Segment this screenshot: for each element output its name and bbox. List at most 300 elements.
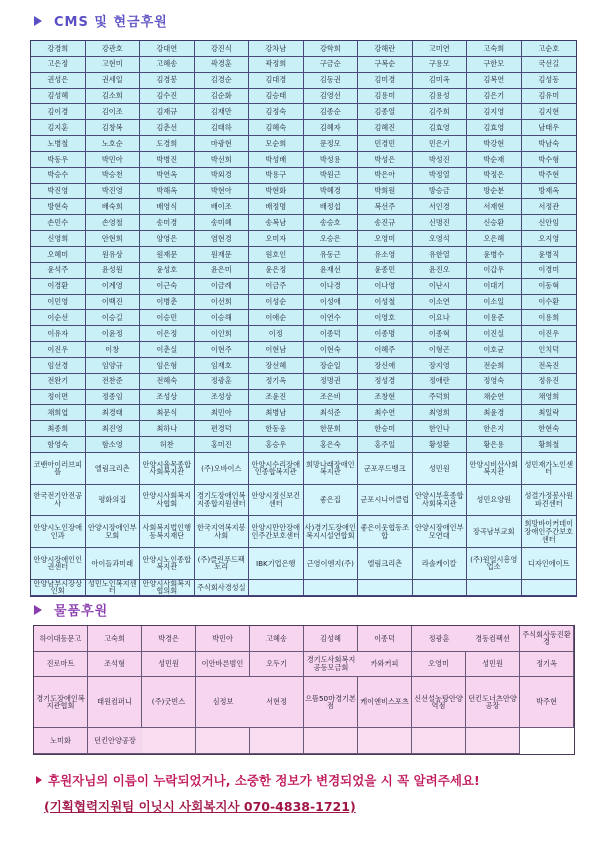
donor-name-cell: 이민영 [31,295,86,311]
donor-name-cell: 정기옥 [249,374,304,390]
donor-name-cell: 한문희 [304,421,359,437]
donor-name-cell: 이경미 [522,263,577,279]
donor-name-cell: 곽경훈 [195,57,250,73]
goods-donor-cell: 이종덕 [358,626,412,652]
donor-name-cell: 정영숙 [467,374,522,390]
donor-name-cell: 고은정 [31,57,86,73]
donor-org-cell: 주식회사경성실 [195,580,250,596]
goods-donor-cell: 정기옥 [520,652,574,678]
donor-name-cell: 송복남 [249,215,304,231]
goods-donor-cell: 이안바른범인 [196,652,250,678]
donor-name-cell: 윤은정 [249,263,304,279]
donor-name-cell: 김지훈 [31,120,86,136]
donor-name-cell: 구한모 [467,57,522,73]
donor-name-cell: 최경태 [86,405,141,421]
donor-name-cell: 도경희 [140,136,195,152]
donor-name-cell: 박혜경 [304,184,359,200]
donor-name-cell: 이순선 [31,310,86,326]
donor-name-cell: 장선혜 [249,358,304,374]
donor-name-cell: 정성경 [358,374,413,390]
donor-name-cell: 이경환 [31,279,86,295]
donor-name-cell: 오혜미 [31,247,86,263]
donor-name-cell: 최진영 [86,421,141,437]
donor-name-cell: 이현주 [195,342,250,358]
donor-org-cell: 안양시사회복지협의회 [140,580,195,596]
empty-cell [467,580,522,596]
donor-name-cell: 박용구 [249,168,304,184]
donor-org-cell: 희망바이커데이장애인주간보호센터 [522,516,577,548]
donor-name-cell: 권성은 [31,73,86,89]
donor-org-cell: 안양시노인장애인과 [31,516,86,548]
donor-name-cell: 손영철 [86,215,141,231]
donor-name-cell: 정명권 [304,374,359,390]
donor-name-cell: 배영식 [140,199,195,215]
goods-donor-cell: 성민원 [466,652,520,678]
donor-org-cell: 한국지역복지봉사회 [195,516,250,548]
donor-name-cell: 김주희 [413,104,468,120]
donor-name-cell: 박병진 [140,152,195,168]
donor-name-cell: 이종덕 [304,326,359,342]
contact-text: (기획협력지원팀 이닛시 사회복지사 070-4838-1721) [44,799,356,814]
empty-cell [358,580,413,596]
donor-name-cell: 김이경 [31,104,86,120]
donor-name-cell: 한은지 [467,421,522,437]
goods-donor-cell: 경동컴팩션 [466,626,520,652]
donor-name-cell: 박현화 [249,184,304,200]
donor-name-cell: 마광현 [195,136,250,152]
donor-name-cell: 임양규 [86,358,141,374]
donor-name-cell: 이나영 [358,279,413,295]
donor-org-cell: (주)원일시흥영업소 [467,548,522,580]
donor-org-cell: 성결가정봉사원파견센터 [522,485,577,517]
donor-name-cell: 이현남 [249,342,304,358]
goods-donor-cell: 박주현 [520,677,574,728]
goods-donor-cell: 정광훈 [412,626,466,652]
donor-name-cell: 정광훈 [195,374,250,390]
goods-donor-cell: 주식회사동진환경 [520,626,574,652]
donor-name-cell: 이인희 [195,326,250,342]
donor-org-cell: 사)경기도장애인복지시설연합회 [304,516,359,548]
donor-name-cell: 이병춘 [140,295,195,311]
donor-name-cell: 오미자 [249,231,304,247]
donor-name-cell: 황희철 [522,437,577,453]
donor-name-cell: 정유진 [522,374,577,390]
donor-name-cell: 이금주 [249,279,304,295]
donor-org-cell: 코밴아이러브피플 [31,453,86,485]
donor-org-cell: 아이들과미래 [86,548,141,580]
donor-name-cell: 김재만 [195,104,250,120]
donor-name-cell: 김복연 [467,73,522,89]
donor-name-cell: 노호순 [86,136,141,152]
donor-name-cell: 이종명 [358,326,413,342]
empty-cell [522,580,577,596]
donor-name-cell: 최민아 [195,405,250,421]
donor-name-cell: 이승길 [86,310,141,326]
donor-name-cell: 채영희 [522,390,577,406]
donor-name-cell: 신명진 [413,215,468,231]
donor-name-cell: 윤은미 [195,263,250,279]
donor-name-cell: 모순희 [249,136,304,152]
donor-name-cell: 송승호 [304,215,359,231]
donor-org-cell: 안양시수리장애인종합복지관 [249,453,304,485]
donor-name-cell: 임재호 [195,358,250,374]
donor-name-cell: 이애순 [249,310,304,326]
donor-org-cell: 군포푸드뱅크 [358,453,413,485]
donor-name-cell: 박수형 [522,152,577,168]
goods-donor-cell: 카와커피 [358,652,412,678]
donor-name-cell: 김춘선 [140,120,195,136]
donor-name-cell: 김효영 [413,120,468,136]
goods-donor-cell: 서현정 [250,677,304,728]
donor-name-cell: 김정숙 [249,104,304,120]
donor-org-cell: IBK기업은행 [249,548,304,580]
donor-name-cell: 홍주일 [358,437,413,453]
donor-name-cell: 김동권 [304,73,359,89]
donor-name-cell: 장순일 [304,358,359,374]
donor-name-cell: 김미옥 [413,73,468,89]
donor-name-cell: 채순연 [467,390,522,406]
donor-name-cell: 손민수 [31,215,86,231]
donor-name-cell: 곽정희 [249,57,304,73]
donor-name-cell: 이연수 [304,310,359,326]
donor-name-cell: 배이조 [195,199,250,215]
donor-name-cell: 이용희 [522,310,577,326]
donor-name-cell: 송미경 [140,215,195,231]
donor-org-cell: 안양시장애인부모회 [86,516,141,548]
donor-name-cell: 김경순 [195,73,250,89]
donor-name-cell: 염현경 [195,231,250,247]
donor-org-cell: 안양시노인종합복지관 [140,548,195,580]
donor-name-cell: 방순분 [467,184,522,200]
donor-name-cell: 정종임 [86,390,141,406]
donor-name-cell: 고현미 [86,57,141,73]
donor-name-cell: 오영석 [413,231,468,247]
donor-name-cell: 이윤정 [86,326,141,342]
donor-name-cell: 방재옥 [522,184,577,200]
donor-name-cell: 박정은 [467,168,522,184]
donor-name-cell: 김지영 [467,104,522,120]
empty-cell [412,728,466,754]
donor-name-cell: 강관호 [86,41,141,57]
donor-name-cell: 이성애 [304,295,359,311]
donor-name-cell: 이호균 [467,342,522,358]
donor-name-cell: 김영선 [304,89,359,105]
donor-name-cell: 최석준 [304,405,359,421]
empty-cell [250,728,304,754]
donor-org-cell: 안양시정신보건센터 [249,485,304,517]
donor-name-cell: 오은혜 [467,231,522,247]
donor-name-cell: 민은기 [413,136,468,152]
donor-name-cell: 국선길 [522,57,577,73]
donor-org-cell: 좋은이웃협동조합 [358,516,413,548]
donor-name-cell: 장지영 [413,358,468,374]
donor-name-cell: 박원근 [304,168,359,184]
donor-name-cell: 전혜숙 [140,374,195,390]
donor-name-cell: 남태우 [522,120,577,136]
donor-org-cell: 안양시장애인인권센터 [31,548,86,580]
donor-name-cell: 홍승우 [249,437,304,453]
donor-name-cell: 방승금 [413,184,468,200]
donor-org-cell: 좋은집 [304,485,359,517]
donor-name-cell: 박진영 [31,184,86,200]
donor-name-cell: 편경덕 [195,421,250,437]
donor-name-cell: 이창 [86,342,141,358]
donor-org-cell: 희망나래장애인복지관 [304,453,359,485]
goods-donor-table [33,625,575,755]
donor-name-cell: 고순호 [522,41,577,57]
notice-line [36,771,480,789]
donor-name-cell: 이수환 [522,295,577,311]
donor-name-cell: 이용준 [467,310,522,326]
goods-donor-cell: 성민원 [142,652,196,678]
donor-name-cell: 신안임 [522,215,577,231]
donor-name-cell: 박동우 [31,152,86,168]
donor-name-cell: 서정관 [522,199,577,215]
goods-donor-cell: 케이엔비스포츠 [358,677,412,728]
donor-name-cell: 이계영 [86,279,141,295]
donor-name-cell: 임선경 [31,358,86,374]
donor-name-cell: 이진우 [31,342,86,358]
donor-name-cell: 원재문 [140,247,195,263]
donor-name-cell: 조성상 [195,390,250,406]
donor-name-cell: 홍미진 [195,437,250,453]
donor-name-cell: 배정명 [249,199,304,215]
goods-donor-cell: 박민아 [196,626,250,652]
goods-donor-cell: 경기도사회복지공동모금회 [304,652,358,678]
donor-org-cell: 경기도장애인복지종합지원센터 [195,485,250,517]
cash-donor-table [30,40,577,597]
goods-donor-cell: 던킨안양공장 [88,728,142,754]
donor-name-cell: 강차남 [249,41,304,57]
donor-org-cell: 성민노인복지센터 [86,580,141,596]
donor-name-cell: 조윤진 [249,390,304,406]
donor-name-cell: 최문식 [140,405,195,421]
donor-org-cell: (주)오바이스 [195,453,250,485]
donor-name-cell: 방현숙 [31,199,86,215]
cash-section-title: CMS 및 현금후원 [54,15,168,30]
triangle-bullet-icon [34,16,42,26]
donor-name-cell: 이춘실 [140,342,195,358]
donor-name-cell: 노병철 [31,136,86,152]
donor-name-cell: 송미혜 [195,215,250,231]
donor-name-cell: 허찬 [140,437,195,453]
donor-name-cell: 오영미 [358,231,413,247]
donor-name-cell: 이현숙 [304,342,359,358]
donor-name-cell: 박주현 [522,168,577,184]
donor-name-cell: 한인나 [413,421,468,437]
donor-name-cell: 유소영 [358,247,413,263]
empty-cell [249,580,304,596]
goods-donor-cell: 고혜송 [250,626,304,652]
donor-name-cell: 정이면 [31,390,86,406]
goods-section-header [34,600,108,619]
donor-name-cell: 김수진 [140,89,195,105]
donor-name-cell: 최종희 [31,421,86,437]
donor-name-cell: 채희엽 [31,405,86,421]
empty-cell [466,728,520,754]
donor-org-cell: 군포시니어클럽 [358,485,413,517]
goods-donor-cell: 심정보 [196,677,250,728]
donor-name-cell: 서재현 [467,199,522,215]
donor-name-cell: 이대기 [467,279,522,295]
donor-name-cell: 고숙희 [467,41,522,57]
donor-org-cell: 안양시부흥종합사회복지관 [413,485,468,517]
donor-name-cell: 박승수 [31,168,86,184]
donor-org-cell: 엘림크리츤 [86,453,141,485]
donor-name-cell: 윤성원 [86,263,141,279]
goods-donor-cell: 태원컴퍼니 [88,677,142,728]
goods-section-title: 물품후원 [54,604,109,619]
empty-cell [304,580,359,596]
donor-name-cell: 주덕희 [413,390,468,406]
donor-org-cell: 안양시사회복지사협회 [140,485,195,517]
goods-donor-cell: 하이대동문고 [34,626,88,652]
donor-name-cell: 고혜송 [140,57,195,73]
donor-org-cell: 디자인에이트 [522,548,577,580]
donor-name-cell: 김재규 [140,104,195,120]
donor-name-cell: 박정열 [413,168,468,184]
donor-name-cell: 조성상 [140,390,195,406]
donor-name-cell: 강경희 [31,41,86,57]
donor-name-cell: 황은용 [467,437,522,453]
donor-name-cell: 임은형 [140,358,195,374]
donor-name-cell: 박성용 [304,152,359,168]
donor-name-cell: 이나경 [304,279,359,295]
donor-name-cell: 윤진오 [413,263,468,279]
donor-org-cell: 성민재가노인센터 [522,453,577,485]
donor-name-cell: 윤성호 [140,263,195,279]
donor-name-cell: 강해란 [358,41,413,57]
donor-name-cell: 김유미 [522,89,577,105]
donor-name-cell: 김혜진 [358,120,413,136]
donor-name-cell: 이난시 [413,279,468,295]
donor-name-cell: 김효영 [467,120,522,136]
donor-name-cell: 최일락 [522,405,577,421]
donor-name-cell: 정애란 [413,374,468,390]
donor-name-cell: 이승해 [195,310,250,326]
donor-name-cell: 박선희 [195,152,250,168]
donor-name-cell: 김미경 [358,73,413,89]
donor-name-cell: 박현아 [195,184,250,200]
donor-name-cell: 김용미 [358,89,413,105]
donor-name-cell: 조은비 [304,390,359,406]
donor-name-cell: 김태하 [195,120,250,136]
donor-name-cell: 강학희 [304,41,359,57]
donor-name-cell: 함영숙 [31,437,86,453]
donor-name-cell: 박은아 [358,168,413,184]
donor-name-cell: 박승천 [86,168,141,184]
donor-name-cell: 이유자 [31,326,86,342]
donor-org-cell: 안양시장애인부모연대 [413,516,468,548]
donor-name-cell: 구금순 [304,57,359,73]
donor-org-cell: 안양시율목종합사회복지관 [140,453,195,485]
donor-org-cell: 장곡남부교회 [467,516,522,548]
donor-name-cell: 김창복 [86,120,141,136]
donor-name-cell: 원재문 [195,247,250,263]
donor-name-cell: 박진영 [86,184,141,200]
donor-name-cell: 김지현 [522,104,577,120]
donor-name-cell: 이정 [249,326,304,342]
donor-name-cell: 강대연 [140,41,195,57]
donor-name-cell: 한승미 [358,421,413,437]
donor-name-cell: 고미연 [413,41,468,57]
donor-name-cell: 조창현 [358,390,413,406]
donor-name-cell: 박민아 [86,152,141,168]
donor-name-cell: 김혜숙 [249,120,304,136]
donor-name-cell: 윤종민 [358,263,413,279]
donor-name-cell: 양영은 [140,231,195,247]
donor-name-cell: 송진규 [358,215,413,231]
goods-donor-cell: 경기도장애인복지관협회 [34,677,88,728]
donor-org-cell: 안양시만안장애인주간보호센터 [249,516,304,548]
donor-name-cell: 이소일 [467,295,522,311]
donor-name-cell: 서인경 [413,199,468,215]
donor-name-cell: 문정모 [304,136,359,152]
donor-name-cell: 이소연 [413,295,468,311]
donor-name-cell: 윤병수 [467,247,522,263]
empty-cell [304,728,358,754]
donor-name-cell: 이혜주 [358,342,413,358]
donor-name-cell: 최하나 [140,421,195,437]
empty-cell [142,728,196,754]
goods-donor-cell: 박경은 [142,626,196,652]
notice-text: 후원자님의 이름이 누락되었거나, 소중한 정보가 변경되었을 시 꼭 알려주세요! [48,773,480,788]
donor-name-cell: 박희원 [358,184,413,200]
donor-name-cell: 민경민 [358,136,413,152]
donor-org-cell: 엘림크리츤 [358,548,413,580]
donor-name-cell: 이영호 [358,310,413,326]
donor-name-cell: 오승은 [304,231,359,247]
donor-org-cell: 평화의집 [86,485,141,517]
goods-donor-cell: 오영미 [412,652,466,678]
donor-name-cell: 오지영 [522,231,577,247]
donor-org-cell: 성민요양원 [467,485,522,517]
donor-name-cell: 윤병직 [522,247,577,263]
donor-name-cell: 김대경 [249,73,304,89]
donor-name-cell: 원호인 [249,247,304,263]
donor-name-cell: 김성혜 [31,89,86,105]
donor-name-cell: 박남숙 [522,136,577,152]
donor-org-cell: 안양남부시장상인회 [31,580,86,596]
goods-donor-cell: 노미화 [34,728,88,754]
donor-name-cell: 박성은 [358,152,413,168]
donor-name-cell: 신영희 [31,231,86,247]
donor-name-cell: 이선희 [195,295,250,311]
donor-name-cell: 안현희 [86,231,141,247]
donor-name-cell: 김용성 [413,89,468,105]
goods-donor-cell: (주)굿빈스 [142,677,196,728]
donor-name-cell: 김종순 [304,104,359,120]
donor-name-cell: 복선주 [358,199,413,215]
donor-name-cell: 이종혁 [413,326,468,342]
triangle-bullet-icon [34,605,42,615]
donor-name-cell: 홍은숙 [304,437,359,453]
donor-name-cell: 김경봉 [140,73,195,89]
donor-name-cell: 김승태 [249,89,304,105]
donor-name-cell: 박연옥 [140,168,195,184]
donor-name-cell: 권세일 [86,73,141,89]
goods-donor-cell: 조석형 [88,652,142,678]
donor-name-cell: 이진실 [467,326,522,342]
donor-name-cell: 배숙희 [86,199,141,215]
donor-name-cell: 김이조 [86,104,141,120]
donor-name-cell: 원유상 [86,247,141,263]
donor-org-cell: 안양시비산사회복지관 [467,453,522,485]
donor-name-cell: 전찬준 [86,374,141,390]
goods-donor-cell: 고숙희 [88,626,142,652]
goods-donor-cell: 던킨도너츠안양공장 [466,677,520,728]
donor-name-cell: 김혜자 [304,120,359,136]
